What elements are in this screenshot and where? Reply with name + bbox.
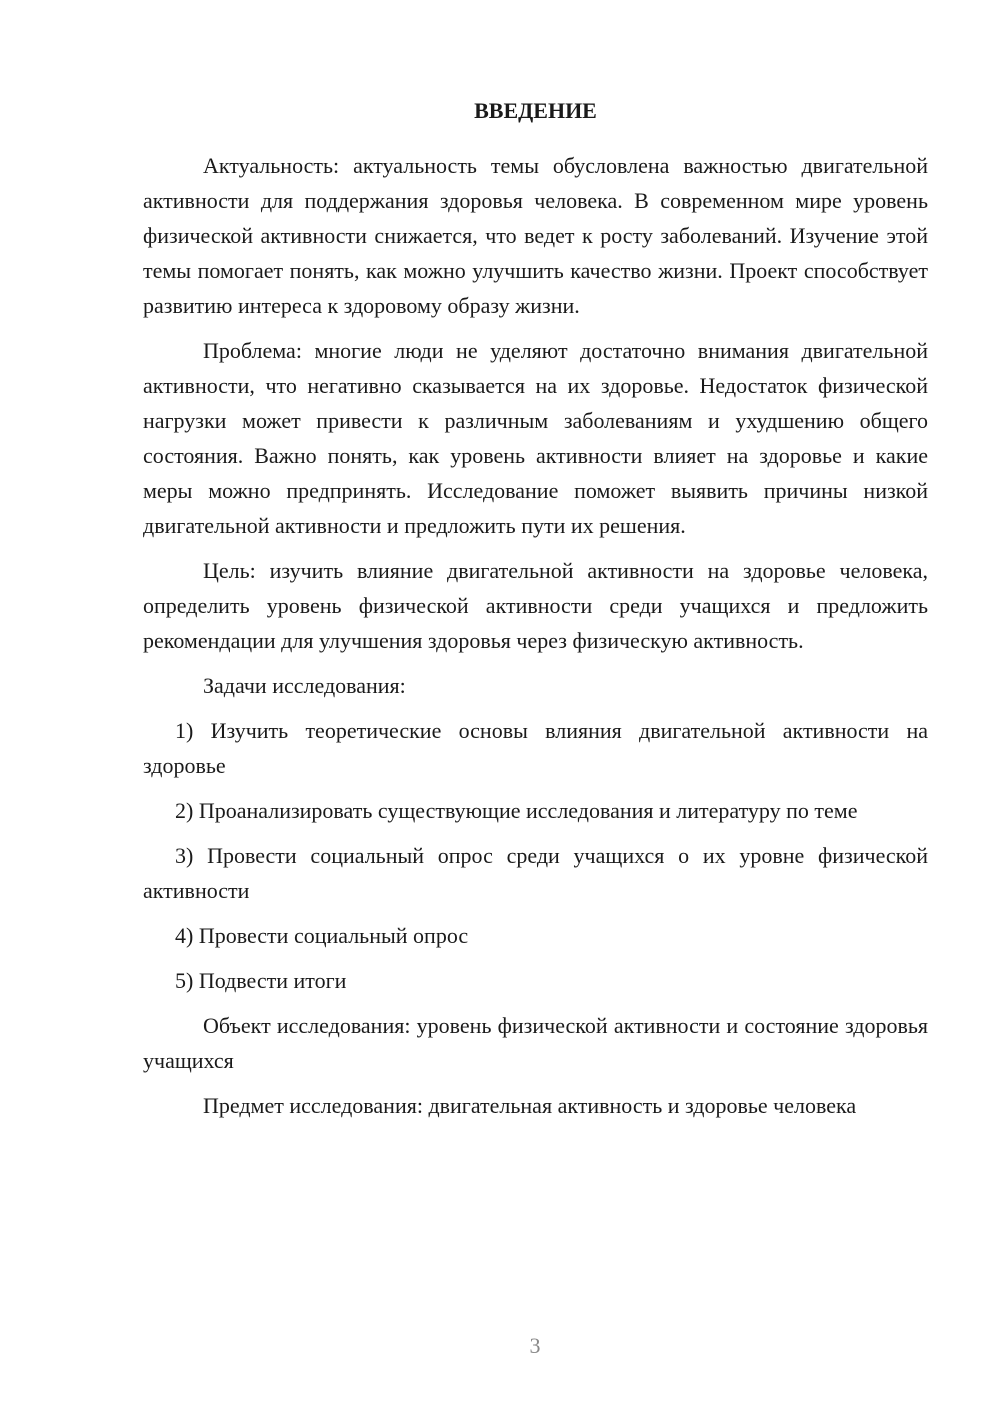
page-number: 3: [529, 1333, 541, 1358]
paragraph-relevance: Актуальность: актуальность темы обусловлена важностью двигательной активности для поддержания здоровья человека. В современном мире уровень физической активности снижается, что ведет к росту заболеваний. Изучение этой темы помогает понять, как можно улучшить качество жизни. Проект способствует развитию интереса к здоровому образу жизни.: [143, 153, 928, 318]
task-item-5: 5) Подвести итоги: [175, 968, 347, 993]
paragraph-subject: Предмет исследования: двигательная активность и здоровье человека: [203, 1093, 857, 1118]
paragraph-object: Объект исследования: уровень физической активности и состояние здоровья учащихся: [143, 1013, 928, 1073]
paragraph-goal: Цель: изучить влияние двигательной активности на здоровье человека, определить уровень физической активности среди учащихся и предложить рекомендации для улучшения здоровья через физическую активность.: [143, 558, 928, 653]
paragraph-tasks-heading: Задачи исследования:: [203, 673, 406, 698]
section-title: ВВЕДЕНИЕ: [474, 98, 597, 123]
paragraph-problem: Проблема: многие люди не уделяют достаточно внимания двигательной активности, что негативно сказывается на их здоровье. Недостаток физической нагрузки может привести к различным заболеваниям и ухудшению общего состояния. Важно понять, как уровень активности влияет на здоровье и какие меры можно предпринять. Исследование поможет выявить причины низкой двигательной активности и предложить пути их решения.: [143, 338, 928, 538]
task-item-1: 1) Изучить теоретические основы влияния двигательной активности на здоровье: [143, 718, 928, 778]
document-page: [143, 93, 928, 1133]
task-item-3: 3) Провести социальный опрос среди учащихся о их уровне физической активности: [143, 843, 928, 903]
task-item-4: 4) Провести социальный опрос: [175, 923, 469, 948]
task-item-2: 2) Проанализировать существующие исследования и литературу по теме: [175, 798, 858, 823]
